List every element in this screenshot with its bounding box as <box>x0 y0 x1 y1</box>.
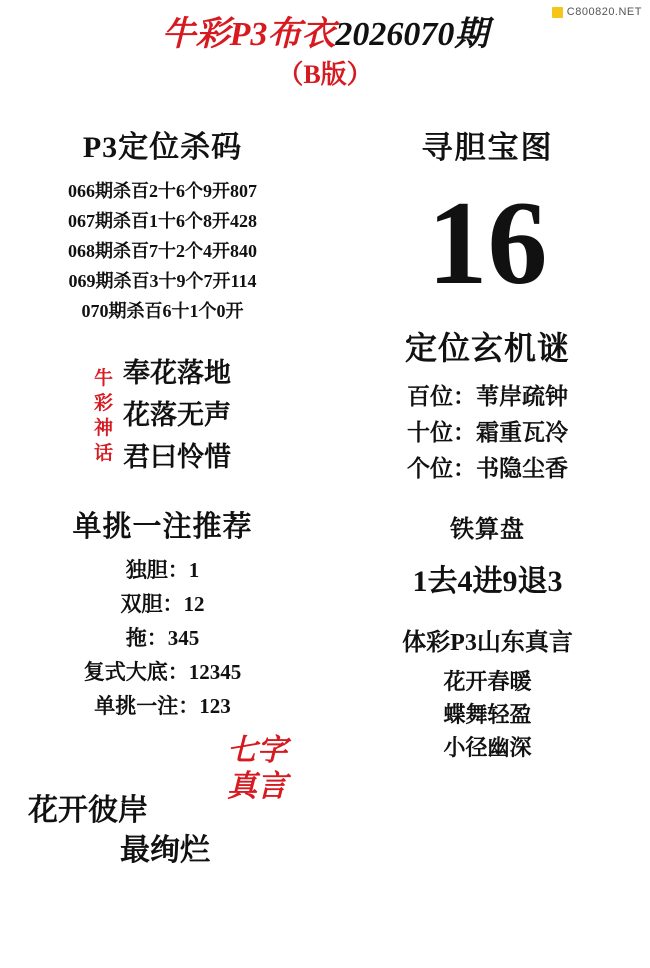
seven-words-section <box>0 733 325 867</box>
list-item: 花开春暖 <box>443 669 532 694</box>
watermark-label: C800820.NET <box>566 6 642 18</box>
single-pick-title: 单挑一注推荐 <box>72 511 253 543</box>
list-item: 独胆：1 <box>125 558 200 582</box>
left-column <box>0 122 325 867</box>
myth-vertical-label: 牛 彩 神 话 <box>93 368 113 464</box>
single-pick-section <box>0 504 325 723</box>
list-item: 069期杀百3十9个7开114 <box>68 271 257 291</box>
killcode-title: P3定位杀码 <box>82 131 243 164</box>
xundan-number: 16 <box>427 176 548 309</box>
myth-section <box>0 352 325 478</box>
list-item: 个位：书隐尘香 <box>407 456 568 481</box>
list-item: 067期杀百1十6个8开428 <box>68 211 257 231</box>
page-subtitle: （B版） <box>277 60 373 89</box>
xuanji-section <box>325 323 650 487</box>
list-item: 单挑一注：123 <box>94 694 231 718</box>
list-item: 拖：345 <box>125 626 200 650</box>
seven-words-red-line2: 真言 <box>227 770 287 803</box>
list-item: 068期杀百7十2个4开840 <box>68 241 257 261</box>
list-item: 十位：霜重瓦冷 <box>407 420 568 445</box>
shandong-section <box>325 622 650 764</box>
shandong-list <box>325 665 650 764</box>
seven-words-red-line1: 七字 <box>227 734 287 767</box>
poster-header <box>0 14 650 92</box>
myth-lines <box>123 352 231 478</box>
list-item: 君曰怜惜 <box>123 442 231 472</box>
list-item: 复式大底：12345 <box>83 660 242 684</box>
list-item: 百位：苇岸疏钟 <box>407 384 568 409</box>
killcode-section <box>0 122 325 326</box>
seven-words-red <box>227 733 287 805</box>
single-pick-list <box>0 553 325 723</box>
shandong-title: 体彩P3山东真言 <box>402 630 573 656</box>
xundan-title: 寻胆宝图 <box>421 130 554 165</box>
xundan-section <box>325 122 650 309</box>
list-item: 070期杀百6十1个0开 <box>81 301 244 321</box>
seven-words-black-line1: 花开彼岸 <box>28 794 148 827</box>
xuanji-list <box>325 379 650 487</box>
killcode-list <box>0 176 325 326</box>
xuanji-title: 定位玄机谜 <box>404 330 570 366</box>
title-black-part: 2026070期 <box>335 16 489 53</box>
list-item: 066期杀百2十6个9开807 <box>68 181 257 201</box>
abacus-line: 1去4进9退3 <box>412 565 563 598</box>
right-column <box>325 122 650 764</box>
page-title <box>0 14 650 56</box>
list-item: 奉花落地 <box>123 358 231 388</box>
seven-words-black-line2: 最绚烂 <box>120 834 210 867</box>
list-item: 小径幽深 <box>443 735 532 760</box>
list-item: 蝶舞轻盈 <box>443 702 532 727</box>
abacus-section <box>325 509 650 600</box>
title-red-part: 牛彩P3布衣 <box>161 16 336 53</box>
list-item: 花落无声 <box>123 400 231 430</box>
list-item: 双胆：12 <box>120 592 205 616</box>
abacus-title: 铁算盘 <box>450 517 525 543</box>
